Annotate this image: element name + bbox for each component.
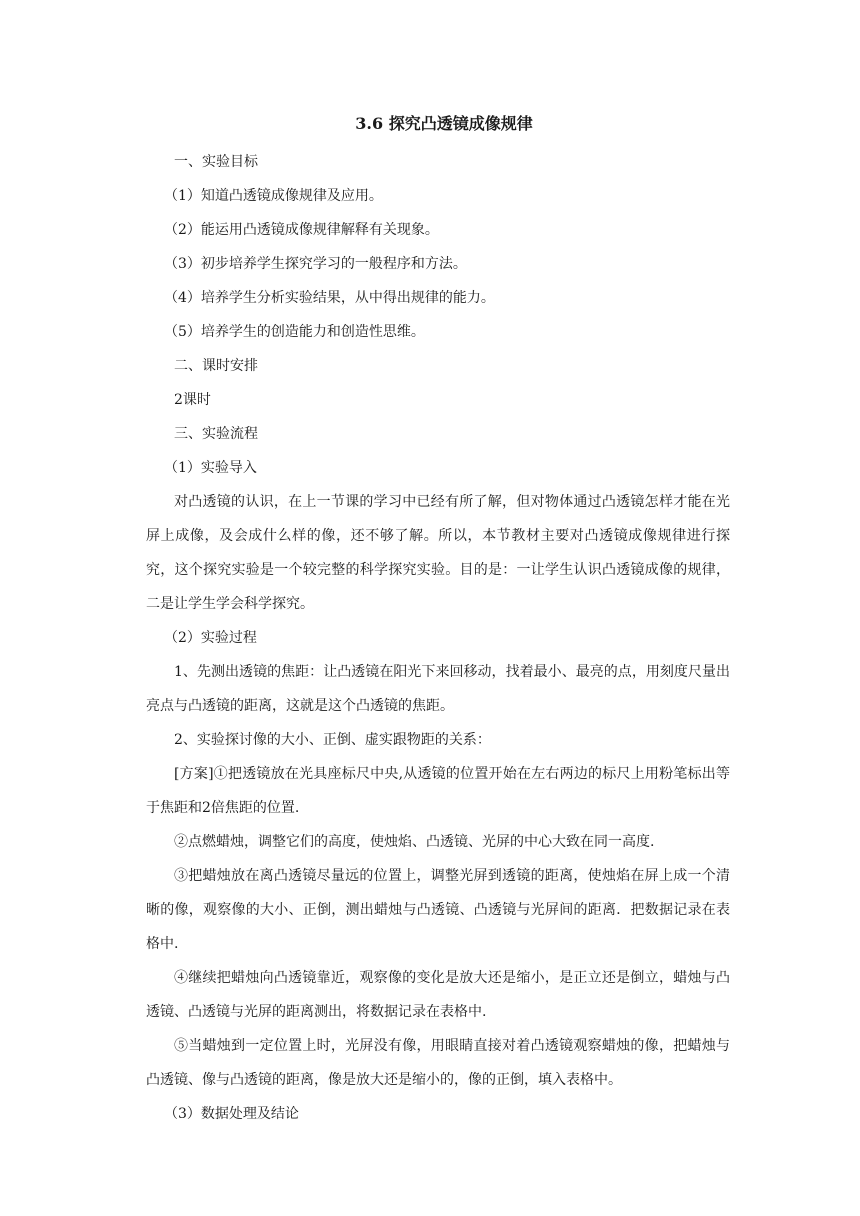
section-heading-objectives: 一、实验目标 xyxy=(174,154,258,170)
document-title: 3.6 探究凸透镜成像规律 xyxy=(355,114,533,133)
step-paragraph: 1、先测出透镜的焦距：让凸透镜在阳光下来回移动，找着最小、最亮的点，用刻度尺量出亮点与凸透镜的距离，这就是这个凸透镜的焦距。 xyxy=(146,664,730,714)
section-heading-procedure: 三、实验流程 xyxy=(174,426,258,442)
objective-item: （3）初步培养学生探究学习的一般程序和方法。 xyxy=(164,256,467,272)
step-paragraph: 2、实验探讨像的大小、正倒、虚实跟物距的关系： xyxy=(174,732,491,748)
section-heading-schedule: 二、课时安排 xyxy=(174,358,258,374)
plan-paragraph: ③把蜡烛放在离凸透镜尽量远的位置上，调整光屏到透镜的距离，使烛焰在屏上成一个清晰的像，观察像的大小、正倒，测出蜡烛与凸透镜、凸透镜与光屏间的距离．把数据记录在表格中. xyxy=(146,868,730,952)
plan-paragraph: ④继续把蜡烛向凸透镜靠近，观察像的变化是放大还是缩小，是正立还是倒立，蜡烛与凸透镜、凸透镜与光屏的距离测出，将数据记录在表格中. xyxy=(146,970,730,1020)
document-body xyxy=(146,112,730,1131)
objective-item: （2）能运用凸透镜成像规律解释有关现象。 xyxy=(164,222,439,238)
subsection-heading-intro: （1）实验导入 xyxy=(164,460,257,476)
schedule-text: 2课时 xyxy=(174,392,211,408)
subsection-heading-data: （3）数据处理及结论 xyxy=(164,1106,299,1122)
subsection-heading-process: （2）实验过程 xyxy=(164,630,257,646)
plan-paragraph: [方案]①把透镜放在光具座标尺中央,从透镜的位置开始在左右两边的标尺上用粉笔标出等于焦距和2倍焦距的位置. xyxy=(146,766,730,816)
plan-paragraph: ⑤当蜡烛到一定位置上时，光屏没有像，用眼睛直接对着凸透镜观察蜡烛的像，把蜡烛与凸透镜、像与凸透镜的距离，像是放大还是缩小的，像的正倒，填入表格中。 xyxy=(146,1038,730,1088)
objective-item: （1）知道凸透镜成像规律及应用。 xyxy=(164,188,383,204)
plan-paragraph: ②点燃蜡烛，调整它们的高度，使烛焰、凸透镜、光屏的中心大致在同一高度. xyxy=(174,834,655,850)
objective-item: （5）培养学生的创造能力和创造性思维。 xyxy=(164,324,425,340)
intro-paragraph: 对凸透镜的认识，在上一节课的学习中已经有所了解，但对物体通过凸透镜怎样才能在光屏上成像，及会成什么样的像，还不够了解。所以，本节教材主要对凸透镜成像规律进行探究，这个探究实验是一个较完整的科学探究实验。目的是：一让学生认识凸透镜成像的规律，二是让学生学会科学探究。 xyxy=(146,494,730,612)
objective-item: （4）培养学生分析实验结果，从中得出规律的能力。 xyxy=(164,290,495,306)
